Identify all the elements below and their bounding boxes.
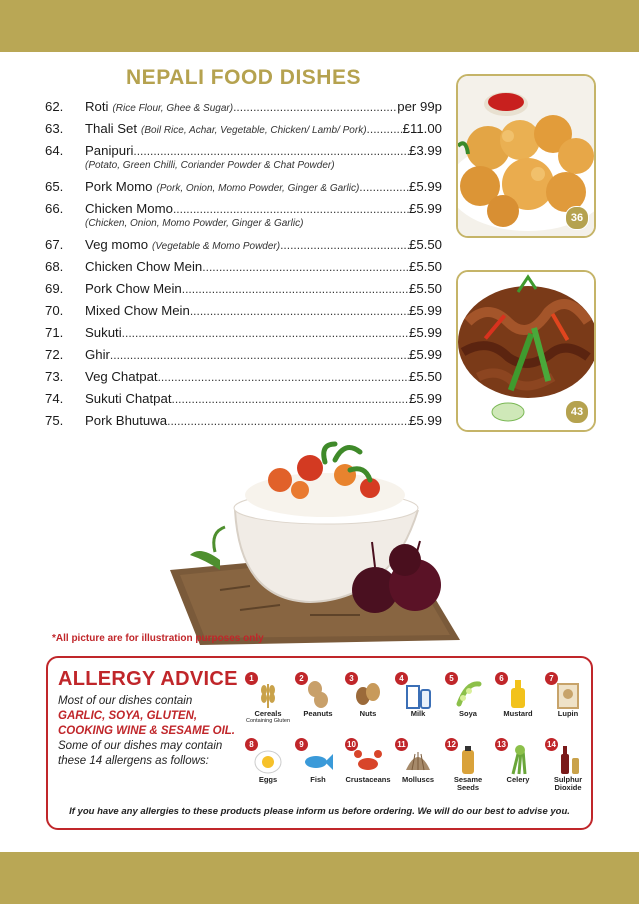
allergy-footer-note: If you have any allergies to these products please inform us before ordering. We will do our best to advise you. [69,806,570,817]
item-name: Thali Set [85,121,138,136]
allergen-number: 9 [295,738,308,751]
dot-leader [122,322,409,344]
menu-item [45,410,442,432]
allergen-number: 13 [495,738,508,751]
dot-leader [190,300,409,322]
item-number: 67. [45,237,64,252]
wheat-icon [253,678,283,710]
item-description: (Rice Flour, Ghee & Sugar) [112,103,234,114]
allergen-name: Eggs [258,775,278,784]
photo-badge: 36 [565,206,589,230]
item-price: £5.99 [408,179,442,194]
nuts-icon [353,678,383,710]
menu-item [45,300,442,322]
dot-leader [202,256,409,278]
allergen-label [539,776,597,792]
dot-leader [367,118,403,140]
allergen-name: Nuts [359,709,377,718]
allergen-number: 12 [445,738,458,751]
item-name: Pork Momo [85,179,153,194]
item-price: £5.99 [408,325,442,340]
milk-icon [403,678,433,710]
allergen-name: Peanuts [303,709,333,718]
allergen-lupin [543,672,593,732]
allergy-highlight-2: COOKING WINE & SESAME OIL. [58,725,235,737]
allergy-line-1: Most of our dishes contain [58,695,193,707]
allergen-number: 14 [545,738,558,751]
allergen-number: 7 [545,672,558,685]
item-description: (Boil Rice, Achar, Vegetable, Chicken/ Lamb/ Pork) [141,125,367,136]
item-price: £5.99 [408,391,442,406]
allergy-text [58,694,243,769]
item-number: 69. [45,281,64,296]
wine-icon [553,744,583,776]
allergen-name: Milk [410,709,426,718]
item-number: 70. [45,303,64,318]
celery-icon [503,744,533,776]
allergen-sublabel: Dioxide [554,783,582,792]
item-number: 75. [45,413,64,428]
menu-item [45,176,442,198]
item-number: 64. [45,143,64,158]
item-name: Panipuri [85,143,134,158]
item-number: 73. [45,369,64,384]
allergen-number: 2 [295,672,308,685]
allergen-eggs [243,738,293,798]
item-price: £11.00 [402,121,442,136]
allergen-sublabel: Containing Gluten [245,718,291,724]
soya-icon [453,678,483,710]
allergen-fish [293,738,343,798]
menu-item [45,388,442,410]
item-name: Sukuti Chatpat [85,391,172,406]
item-name: Chicken Chow Mein [85,259,203,274]
item-price: £5.99 [408,413,442,428]
allergen-name: Lupin [557,709,579,718]
item-name: Roti [85,99,109,114]
mustard-icon [503,678,533,710]
photo-fried-dumplings [456,74,596,238]
item-number: 62. [45,99,64,114]
item-name: Veg momo [85,237,149,252]
item-description: (Vegetable & Momo Powder) [152,241,281,252]
allergen-peanuts [293,672,343,732]
allergen-sublabel: Seeds [456,783,480,792]
item-price: £5.50 [408,237,442,252]
dot-leader [110,344,409,366]
item-number: 65. [45,179,64,194]
allergy-heading: ALLERGY ADVICE [58,668,238,690]
shell-icon [403,744,433,776]
egg-icon [253,744,283,776]
allergen-milk [393,672,443,732]
allergen-name: Celery [506,775,530,784]
menu-item [45,256,442,278]
header-band [0,0,639,52]
crab-icon [353,744,383,776]
item-price: £5.50 [408,369,442,384]
allergen-name: Sulphur [553,775,583,784]
item-price: £5.50 [408,281,442,296]
allergy-highlight-1: GARLIC, SOYA, GLUTEN, [58,710,198,722]
fish-icon [303,744,333,776]
allergen-number: 4 [395,672,408,685]
allergen-number: 1 [245,672,258,685]
item-ingredients: (Potato, Green Chilli, Coriander Powder & Chat Powder) [85,160,335,171]
allergen-name: Sesame [453,775,483,784]
item-name: Ghir [85,347,110,362]
allergen-name: Crustaceans [345,775,391,784]
item-price: £5.50 [408,259,442,274]
dot-leader [167,410,409,432]
dot-leader [182,278,409,300]
item-price: £5.99 [408,303,442,318]
allergen-name: Mustard [503,709,533,718]
item-price: £5.99 [408,347,442,362]
dot-leader [233,96,397,118]
dot-leader [359,176,409,198]
item-number: 63. [45,121,64,136]
item-name: Mixed Chow Mein [85,303,190,318]
lupin-icon [553,678,583,710]
allergen-nuts [343,672,393,732]
menu-item [45,118,442,140]
allergen-number: 5 [445,672,458,685]
allergen-number: 10 [345,738,358,751]
allergy-line-2: Some of our dishes may contain [58,740,223,752]
rice-bowl-image [160,440,472,645]
dot-leader [280,234,409,256]
item-number: 74. [45,391,64,406]
menu-item [45,96,442,118]
item-price: per 99p [397,99,442,114]
item-number: 72. [45,347,64,362]
allergen-number: 11 [395,738,408,751]
allergy-advice-box [46,656,593,830]
item-name: Veg Chatpat [85,369,158,384]
illustration-disclaimer: *All picture are for illustration purposes only [52,633,264,644]
allergen-name: Fish [310,775,326,784]
menu-item [45,278,442,300]
item-price: £5.99 [408,201,442,216]
allergen-molluscs [393,738,443,798]
allergen-name: Molluscs [401,775,435,784]
dot-leader [158,366,409,388]
dot-leader [172,388,409,410]
allergen-crustaceans [343,738,393,798]
allergen-soya [443,672,493,732]
allergen-celery [493,738,543,798]
allergen-sesame [443,738,493,798]
item-name: Pork Bhutuwa [85,413,168,428]
allergen-sulphur [543,738,593,798]
allergen-number: 6 [495,672,508,685]
photo-chilli-stir-fry [456,270,596,432]
allergen-name: Cereals [254,709,282,718]
menu-item [45,344,442,366]
page-title: NEPALI FOOD DISHES [126,66,361,89]
allergen-mustard [493,672,543,732]
item-description: (Pork, Onion, Momo Powder, Ginger & Garlic) [156,183,360,194]
item-ingredients: (Chicken, Onion, Momo Powder, Ginger & Garlic) [85,218,304,229]
peanut-icon [303,678,333,710]
item-number: 68. [45,259,64,274]
menu-item [45,234,442,256]
item-number: 66. [45,201,64,216]
sesame-icon [453,744,483,776]
item-name: Pork Chow Mein [85,281,182,296]
item-price: £3.99 [408,143,442,158]
photo-badge: 43 [565,400,589,424]
allergy-line-3: these 14 allergens as follows: [58,755,209,767]
footer-band [0,852,639,904]
allergen-cereals [243,672,293,732]
item-name: Chicken Momo [85,201,173,216]
item-number: 71. [45,325,64,340]
menu-list [45,96,442,432]
allergen-number: 3 [345,672,358,685]
menu-item [45,366,442,388]
allergen-label [539,710,597,718]
allergen-number: 8 [245,738,258,751]
menu-item [45,322,442,344]
item-name: Sukuti [85,325,122,340]
allergen-name: Soya [459,709,477,718]
